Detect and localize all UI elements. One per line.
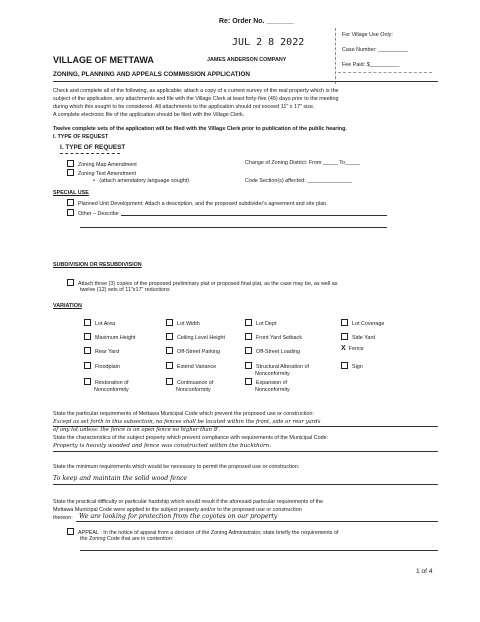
characteristics-question: State the characteristics of the subject property which prevent compliance with requirements of the Municipal Code: (53, 435, 329, 441)
structural-alteration-label: Structural Alteration of (256, 364, 310, 370)
subdivision-heading: SUBDIVISION OR RESUBDIVISION (53, 262, 142, 268)
off-street-parking-option[interactable] (166, 347, 220, 356)
lot-dept-label: Lot Dept (256, 321, 277, 327)
change-zoning-district-field[interactable]: Change of Zoning District: From _____ To_____ (245, 160, 360, 166)
zoning-map-label: Zoning Map Amendment (78, 162, 137, 168)
use-only-dashed-line (338, 72, 432, 73)
appeal-line-2: the Zoning Code that are in contention: (80, 536, 174, 542)
restoration-label: Restoration of (95, 380, 129, 386)
off-street-loading-option[interactable] (245, 347, 300, 356)
company-stamp: JAMES ANDERSON COMPANY (207, 57, 287, 63)
intro-line-2: subject of the application, any attachments and file with the Village Clerk at least forty-five (45) days prior to the meeting (53, 96, 339, 102)
other-describe-line-1[interactable] (121, 215, 387, 216)
front-yard-setback-checkbox[interactable] (245, 333, 252, 340)
expansion-sub: Nonconformity (255, 386, 290, 393)
rear-yard-checkbox[interactable] (84, 347, 91, 354)
maximum-height-option[interactable] (84, 333, 135, 342)
lot-coverage-label: Lot Coverage (352, 321, 385, 327)
continuance-option[interactable] (166, 378, 213, 393)
rear-yard-option[interactable] (84, 347, 119, 356)
fence-option[interactable] (341, 346, 364, 353)
zoning-text-amendment-option[interactable] (67, 169, 136, 178)
minimum-requirements-rule (53, 484, 438, 485)
fence-label: Fence (348, 346, 364, 352)
hardship-question-line-1: State the practical difficulty or particular hardship which would result if the aforesaid particular requirements of the (53, 499, 324, 505)
type-request-underline (60, 153, 120, 154)
fence-checked-mark[interactable]: X (341, 345, 346, 352)
zoning-text-checkbox[interactable] (67, 169, 74, 176)
continuance-sub: Nonconformity (176, 386, 211, 393)
lot-coverage-checkbox[interactable] (341, 319, 348, 326)
maximum-height-checkbox[interactable] (84, 333, 91, 340)
other-describe-line-2[interactable] (80, 227, 387, 228)
fee-paid-field[interactable]: Fee Paid: $__________ (342, 62, 400, 68)
subdivision-line-1: Attach three (3) copies of the proposed preliminary plat or proposed final plat, as the case may be, as well as (78, 281, 338, 287)
lot-area-checkbox[interactable] (84, 319, 91, 326)
sign-checkbox[interactable] (341, 362, 348, 369)
lot-width-checkbox[interactable] (166, 319, 173, 326)
ceiling-level-height-label: Ceiling Level Height (177, 335, 225, 341)
attach-language-text: (attach amendatory language sought) (99, 178, 189, 184)
restoration-sub: Nonconformity (94, 386, 129, 393)
other-describe-label: Other – Describe (78, 211, 119, 217)
continuance-label: Continuance of (177, 380, 214, 386)
intro-line-3: during which this sought to be considered. All attachments to the application should not exceed 11" x 17" size. (53, 104, 315, 110)
subdivision-checkbox[interactable] (67, 279, 74, 286)
structural-alteration-option[interactable] (245, 362, 309, 377)
page-number: 1 of 4 (416, 568, 433, 575)
floodplain-checkbox[interactable] (84, 362, 91, 369)
special-use-heading: SPECIAL USE (53, 190, 89, 196)
expansion-checkbox[interactable] (245, 378, 252, 385)
lot-width-option[interactable] (166, 319, 200, 328)
use-only-divider (335, 28, 336, 84)
off-street-parking-label: Off-Street Parking (177, 349, 221, 355)
planned-unit-option[interactable] (67, 199, 328, 208)
appeal-answer-rule[interactable] (80, 550, 438, 551)
off-street-loading-checkbox[interactable] (245, 347, 252, 354)
appeal-checkbox[interactable] (67, 528, 74, 535)
hardship-answer-rule (76, 521, 438, 522)
commission-title: ZONING, PLANNING AND APPEALS COMMISSION APPLICATION (53, 71, 250, 78)
lot-area-label: Lot Area (95, 321, 116, 327)
other-describe-checkbox[interactable] (67, 209, 74, 216)
side-yard-option[interactable] (341, 333, 375, 342)
twelve-sets-notice: Twelve complete sets of the application will be filed with the Village Clerk prior to publication of the public hearing. (53, 126, 347, 132)
front-yard-setback-label: Front Yard Setback (256, 335, 302, 341)
lot-area-option[interactable] (84, 319, 115, 328)
village-title: VILLAGE OF METTAWA (53, 55, 154, 65)
extend-variance-label: Extend Variance (177, 364, 217, 370)
planned-unit-label: Planned Unit Development: Attach a description, and the proposed subdivider's agreement and site plan. (78, 201, 328, 207)
restoration-option[interactable] (84, 378, 129, 393)
rear-yard-label: Rear Yard (95, 349, 120, 355)
off-street-loading-label: Off-Street Loading (256, 349, 300, 355)
village-use-only-label: For Village Use Only: (342, 32, 393, 38)
sign-label: Sign (352, 364, 363, 370)
requirements-answer-line-2[interactable]: of any lot unless: the fence is an open fence no higher than 8'. (53, 427, 221, 433)
characteristics-answer-rule (53, 451, 438, 452)
lot-dept-checkbox[interactable] (245, 319, 252, 326)
hardship-answer[interactable]: We are looking for protection from the coyotes on our property (79, 513, 278, 520)
minimum-requirements-question: State the minimum requirements which would be necessary to permit the proposed use or construction: (53, 464, 300, 470)
requirements-question: State the particular requirements of Mettawa Municipal Code which prevent the proposed use or construction: (53, 411, 314, 417)
extend-variance-checkbox[interactable] (166, 362, 173, 369)
lot-coverage-option[interactable] (341, 319, 384, 328)
restoration-checkbox[interactable] (84, 378, 91, 385)
intro-line-1: Check and complete all of the following, as applicable; attach a copy of a current survey of the real property which is the (53, 88, 339, 94)
type-request-heading: I. TYPE OF REQUEST (60, 144, 126, 151)
maximum-height-label: Maximum Height (95, 335, 136, 341)
extend-variance-option[interactable] (166, 362, 216, 371)
subdivision-line-2: twelve (12) sets of 11"x17" reductions (80, 287, 170, 293)
variation-heading: VARIATION (53, 303, 82, 309)
sign-option[interactable] (341, 362, 363, 371)
ceiling-level-height-checkbox[interactable] (166, 333, 173, 340)
minimum-requirements-answer[interactable]: To keep and maintain the solid wood fence (53, 475, 188, 482)
appeal-line-1: APPEAL : In the notice of appeal from a decision of the Zoning Administrator, state briefly the requirements of (78, 530, 339, 536)
characteristics-answer[interactable]: Property is heavily wooded and fence was constructed within the buckthorn. (53, 443, 272, 449)
side-yard-checkbox[interactable] (341, 333, 348, 340)
off-street-parking-checkbox[interactable] (166, 347, 173, 354)
expansion-option[interactable] (245, 378, 290, 393)
type-request-label: I. TYPE OF REQUEST (53, 134, 109, 140)
other-describe-option[interactable] (67, 209, 119, 218)
side-yard-label: Side Yard (352, 335, 376, 341)
case-number-field[interactable]: Case Number: __________ (342, 47, 409, 53)
intro-line-4: A complete electronic file of the application should be filed with the Village Clerk. (53, 112, 245, 118)
code-sections-field[interactable]: Code Section(s) affected: _______________ (245, 178, 353, 184)
front-yard-setback-option[interactable] (245, 333, 302, 342)
zoning-map-amendment-option[interactable] (67, 160, 137, 169)
structural-alteration-sub: Nonconformity (255, 370, 290, 377)
requirements-answer-line-1[interactable]: Except as set forth in this subsection, no fences shall be located within the front, side or rear yards (53, 419, 321, 425)
order-number-label: Re: Order No. _______ (219, 18, 294, 25)
continuance-checkbox[interactable] (166, 378, 173, 385)
floodplain-option[interactable] (84, 362, 120, 371)
hardship-question-line-2: Mettawa Municipal Code were applied to the subject property and/or to the proposed use or construction (53, 507, 302, 513)
structural-alteration-checkbox[interactable] (245, 362, 252, 369)
lot-dept-option[interactable] (245, 319, 276, 328)
lot-width-label: Lot Width (177, 321, 200, 327)
planned-unit-checkbox[interactable] (67, 199, 74, 206)
header-rule (53, 81, 438, 82)
received-date-stamp: JUL 2 8 2022 (232, 37, 305, 48)
zoning-map-checkbox[interactable] (67, 160, 74, 167)
floodplain-label: Floodplain (95, 364, 120, 370)
attach-language-note: • (attach amendatory language sought) (93, 178, 189, 184)
ceiling-level-height-option[interactable] (166, 333, 225, 342)
zoning-text-label: Zoning Text Amendment (78, 171, 137, 177)
expansion-label: Expansion of (256, 380, 288, 386)
hardship-question-label: thereon: (53, 515, 73, 521)
